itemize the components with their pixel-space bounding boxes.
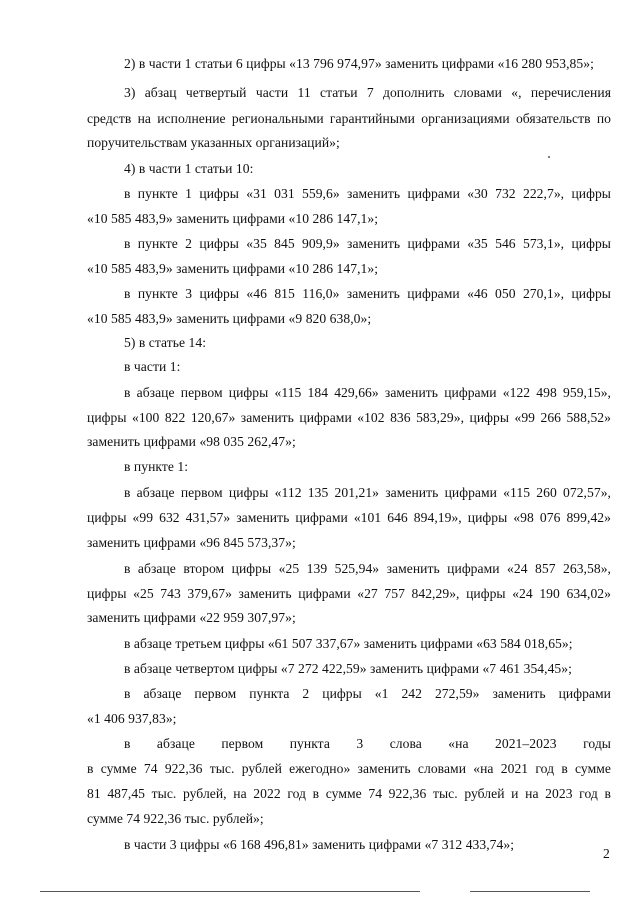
text-line: цифры «25 743 379,67» заменить цифрами «27 757 842,29», цифры «24 190 634,02»: [87, 586, 611, 601]
text-line: цифры «99 632 431,57» заменить цифрами «101 646 894,19», цифры «98 076 899,42»: [87, 510, 611, 525]
text-line: в абзаце втором цифры «25 139 525,94» заменить цифрами «24 857 263,58»,: [124, 561, 611, 576]
text-line: цифры «100 822 120,67» заменить цифрами «102 836 583,29», цифры «99 266 588,52»: [87, 410, 611, 425]
text-line: «10 585 483,9» заменить цифрами «10 286 147,1»;: [87, 211, 379, 226]
text-line: «10 585 483,9» заменить цифрами «10 286 147,1»;: [87, 261, 379, 276]
text-line: в части 1:: [124, 359, 181, 374]
text-line: в абзаце первом цифры «112 135 201,21» заменить цифрами «115 260 072,57»,: [124, 485, 611, 500]
text-line: заменить цифрами «98 035 262,47»;: [87, 434, 296, 449]
page-number: 2: [603, 846, 610, 861]
text-line: заменить цифрами «96 845 573,37»;: [87, 535, 296, 550]
text-line: средств на исполнение региональными гарантийными организациями обязательств по: [87, 111, 611, 126]
text-line: в пункте 2 цифры «35 845 909,9» заменить цифрами «35 546 573,1», цифры: [124, 236, 611, 251]
text-line: в абзаце первом цифры «115 184 429,66» заменить цифрами «122 498 959,15»,: [124, 385, 611, 400]
text-line: 3) абзац четвертый части 11 статьи 7 дополнить словами «, перечисления: [124, 85, 611, 100]
bottom-edge-line: [40, 891, 420, 892]
text-line: «1 406 937,83»;: [87, 711, 177, 726]
text-line: в абзаце первом пункта 3 слова «на 2021–2023 годы: [124, 736, 611, 751]
text-line: «10 585 483,9» заменить цифрами «9 820 638,0»;: [87, 311, 372, 326]
text-line: в пункте 1 цифры «31 031 559,6» заменить цифрами «30 732 222,7», цифры: [124, 186, 611, 201]
text-line: 2) в части 1 статьи 6 цифры «13 796 974,97» заменить цифрами «16 280 953,85»;: [124, 56, 594, 71]
bottom-edge-line: [470, 891, 590, 892]
scan-speck: [548, 156, 550, 158]
text-line: поручительствам указанных организаций»;: [87, 135, 340, 150]
text-line: в пункте 3 цифры «46 815 116,0» заменить цифрами «46 050 270,1», цифры: [124, 286, 611, 301]
text-line: 5) в статье 14:: [124, 335, 207, 350]
text-line: 4) в части 1 статьи 10:: [124, 161, 254, 176]
text-line: в части 3 цифры «6 168 496,81» заменить цифрами «7 312 433,74»;: [124, 837, 515, 852]
text-line: в пункте 1:: [124, 459, 189, 474]
text-line: в абзаце третьем цифры «61 507 337,67» заменить цифрами «63 584 018,65»;: [124, 636, 573, 651]
text-line: в абзаце первом пункта 2 цифры «1 242 272,59» заменить цифрами: [124, 686, 611, 701]
text-line: сумме 74 922,36 тыс. рублей»;: [87, 811, 264, 826]
text-line: 81 487,45 тыс. рублей, на 2022 год в сумме 74 922,36 тыс. рублей и на 2023 год в: [87, 786, 611, 801]
text-line: в сумме 74 922,36 тыс. рублей ежегодно» заменить словами «на 2021 год в сумме: [87, 761, 611, 776]
text-line: в абзаце четвертом цифры «7 272 422,59» заменить цифрами «7 461 354,45»;: [124, 661, 572, 676]
text-line: заменить цифрами «22 959 307,97»;: [87, 610, 296, 625]
